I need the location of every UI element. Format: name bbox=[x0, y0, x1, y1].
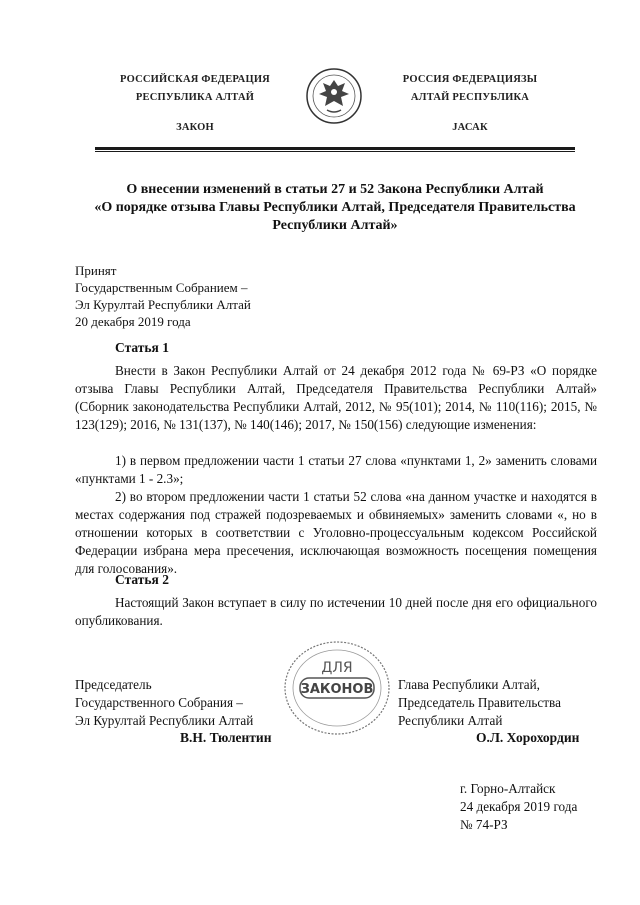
stamp-line2: ЗАКОНОВ bbox=[300, 682, 374, 697]
signature-right-role: Глава Республики Алтай, Председатель Правительства Республики Алтай bbox=[398, 677, 561, 728]
coat-of-arms-icon bbox=[305, 66, 363, 126]
header-divider bbox=[95, 147, 575, 150]
signature-left-role: Председатель Государственного Собрания – Эл Курултай Республики Алтай bbox=[75, 677, 254, 728]
header-left-line1: РОССИЙСКАЯ ФЕДЕРАЦИЯ bbox=[120, 74, 270, 85]
article1-intro: Внести в Закон Республики Алтай от 24 декабря 2012 года № 69-РЗ «О порядке отзыва Главы Республики Алтай, Председателя Правительства Республики Алтай» (Сборник законодательства Республики Алтай, 2012, № 95(101); 2014, № 110(116); 2015, № 123(129); 2016, № 131(137), № 140(146); 2017, № 150(156) следующие изменения: bbox=[75, 363, 597, 432]
header-left-line2: РЕСПУБЛИКА АЛТАЙ bbox=[135, 92, 255, 103]
header-right-doc-type: ЈАСАК bbox=[452, 122, 488, 133]
article2-heading: Статья 2 bbox=[115, 572, 169, 587]
title-line3: Республики Алтай» bbox=[272, 218, 398, 233]
document-title bbox=[70, 181, 600, 235]
article1-item2: 2) во втором предложении части 1 статьи 52 слова «на данном участке и находятся в местах содержания под стражей подозреваемых и обвиняемых» заменить словами «, но в отношении которых в соответствии с Уголовно-процессуальным кодексом Российской Федерации избрана мера пресечения, исключающая возможность посещения помещения для голосования». bbox=[75, 489, 597, 576]
signature-left-name: В.Н. Тюлентин bbox=[180, 730, 272, 745]
adoption-info: Принят Государственным Собранием – Эл Курултай Республики Алтай 20 декабря 2019 года bbox=[75, 263, 251, 329]
header-divider-thin bbox=[95, 151, 575, 152]
place-date-number: г. Горно-Алтайск 24 декабря 2019 года № 74-РЗ bbox=[460, 781, 578, 832]
stamp-seal bbox=[282, 638, 392, 738]
header-left-doc-type: ЗАКОН bbox=[176, 122, 214, 133]
article1-item1: 1) в первом предложении части 1 статьи 27 слова «пунктами 1, 2» заменить словами «пунктами 1 - 2.3»; bbox=[75, 453, 597, 486]
title-line2: «О порядке отзыва Главы Республики Алтай, Председателя Правительства bbox=[94, 200, 576, 215]
signature-right-name: О.Л. Хорохордин bbox=[476, 730, 580, 745]
header-right-line2: АЛТАЙ РЕСПУБЛИКА bbox=[410, 92, 530, 103]
article1-heading: Статья 1 bbox=[115, 340, 169, 355]
header-right-line1: РОССИЯ ФЕДЕРАЦИЯЗЫ bbox=[402, 74, 538, 85]
title-line1: О внесении изменений в статьи 27 и 52 Закона Республики Алтай bbox=[126, 182, 544, 197]
article2-text: Настоящий Закон вступает в силу по истечении 10 дней после дня его официального опубликования. bbox=[75, 595, 597, 628]
stamp-line1: ДЛЯ bbox=[321, 660, 353, 676]
